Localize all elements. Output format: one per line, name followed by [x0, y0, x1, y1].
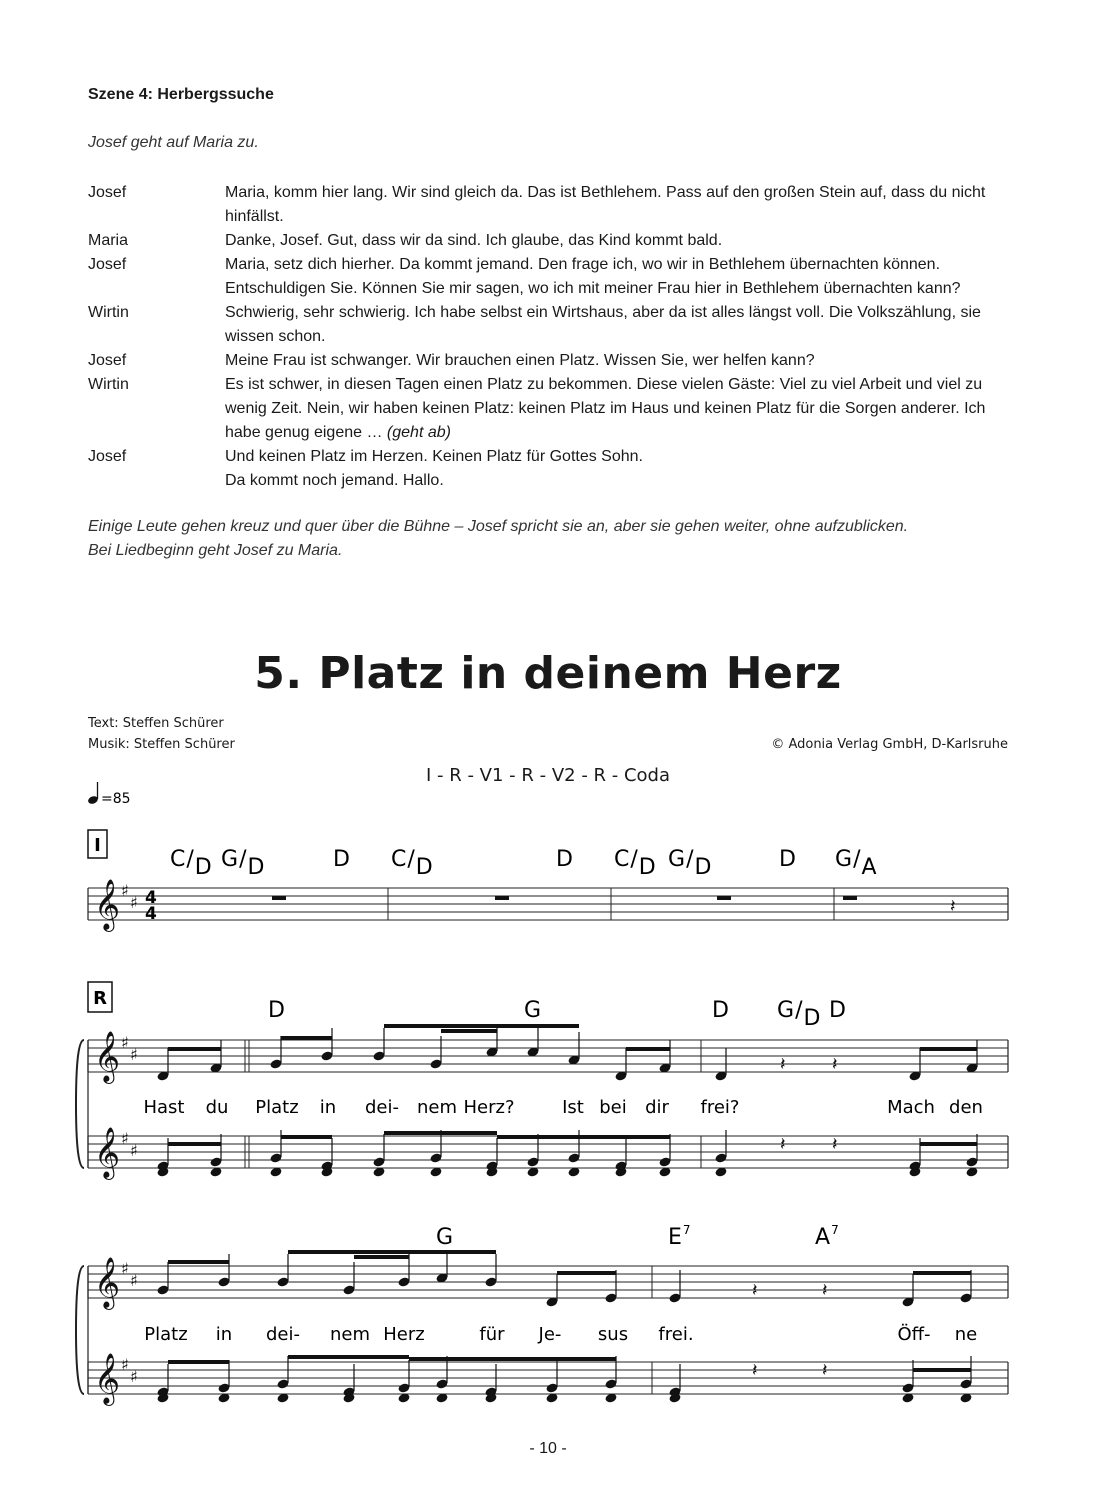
sharp: ♯: [130, 1271, 138, 1290]
sharp: ♯: [121, 1033, 129, 1052]
chord-symbol: D: [268, 998, 285, 1023]
lyric-syllable: Platz: [255, 1097, 299, 1118]
system-brace: [76, 1040, 84, 1168]
tempo-text: =85: [101, 791, 131, 807]
chord-slash: /: [239, 847, 247, 872]
lyric-syllable: frei?: [700, 1097, 740, 1118]
song-title: 5. Platz in deinem Herz: [254, 648, 842, 699]
treble-clef: 𝄞: [94, 1257, 121, 1308]
sharp: ♯: [130, 1045, 138, 1064]
chord-symbol: D: [333, 847, 350, 872]
chord-slash: /: [686, 847, 694, 872]
lyric-syllable: Herz: [383, 1324, 425, 1345]
lyric-syllable: bei: [599, 1097, 627, 1118]
lyric-syllable: Herz?: [463, 1097, 515, 1118]
time-signature-top: 4: [145, 888, 157, 908]
lyric-syllable: Öff-: [897, 1324, 931, 1345]
speaker: Wirtin: [88, 304, 129, 321]
speaker: Josef: [88, 184, 127, 201]
sharp: ♯: [121, 881, 129, 900]
lyric-syllable: den: [949, 1097, 983, 1118]
lyric-syllable: Ist: [562, 1097, 584, 1118]
rehearsal-mark-refrain: [88, 982, 112, 1012]
chord-extension: 7: [831, 1223, 839, 1237]
chord-symbol: C/D: [614, 847, 656, 880]
chord-symbol: C/D: [170, 847, 212, 880]
lyric-syllable: du: [205, 1097, 229, 1118]
quarter-rest: 𝄽: [822, 1360, 828, 1381]
system-brace: [76, 1266, 84, 1394]
whole-rest: [272, 896, 286, 900]
scene-title: Szene 4: Herbergssuche: [88, 86, 274, 103]
music-credit: Musik: Steffen Schürer: [88, 737, 235, 752]
quarter-rest: 𝄽: [780, 1134, 786, 1155]
quarter-rest: 𝄽: [752, 1280, 758, 1301]
lyrics: [143, 1097, 982, 1345]
dialogue-line: Danke, Josef. Gut, dass wir da sind. Ich glaube, das Kind kommt bald.: [225, 232, 723, 249]
lyric-syllable: Mach: [887, 1097, 935, 1118]
chord-symbol: D: [556, 847, 573, 872]
chord-symbol: G/A: [835, 847, 877, 880]
chord-slash: /: [795, 998, 803, 1023]
treble-clef: 𝄞: [94, 1353, 121, 1404]
rehearsal-mark-label: I: [94, 835, 101, 856]
sharp: ♯: [121, 1259, 129, 1278]
chord-symbol: C/D: [391, 847, 433, 880]
chord-bass: D: [247, 855, 265, 880]
chord-symbol: G/D: [777, 998, 821, 1031]
dialogue-line: Maria, setz dich hierher. Da kommt jemand. Den frage ich, wo wir in Bethlehem übernachten können. Entschuldigen Sie. Können Sie mir sagen, wo ich mit meiner Frau hier in Bethlehem übernachten kann?: [225, 256, 961, 297]
speaker: Maria: [88, 232, 129, 249]
chord-slash: /: [407, 847, 415, 872]
chord-bass: D: [194, 855, 212, 880]
copyright: © Adonia Verlag GmbH, D-Karlsruhe: [771, 737, 1008, 752]
chord-bass: D: [694, 855, 712, 880]
stage-direction: Einige Leute gehen kreuz und quer über die Bühne – Josef spricht sie an, aber sie gehen weiter, ohne aufzublicken.: [88, 518, 909, 535]
dialogue-text: Da kommt noch jemand. Hallo.: [225, 472, 444, 489]
chord-symbol: G/D: [668, 847, 712, 880]
lyric-syllable: in: [319, 1097, 337, 1118]
sharp: ♯: [121, 1129, 129, 1148]
chord-symbol: D: [829, 998, 846, 1023]
treble-clef: 𝄞: [94, 1031, 121, 1082]
dialogue-line: Meine Frau ist schwanger. Wir brauchen einen Platz. Wissen Sie, wer helfen kann?: [225, 352, 815, 369]
dialogue-line: Schwierig, sehr schwierig. Ich habe selbst ein Wirtshaus, aber da ist alles längst voll. Die Volkszählung, sie wissen schon.: [225, 304, 981, 345]
quarter-rest: 𝄽: [822, 1280, 828, 1301]
chord-bass: D: [638, 855, 656, 880]
stage-direction: Bei Liedbeginn geht Josef zu Maria.: [88, 542, 343, 559]
whole-rest: [495, 896, 509, 900]
chord-symbol: D: [779, 847, 796, 872]
chord-slash: /: [630, 847, 638, 872]
dialogue-line: Maria, komm hier lang. Wir sind gleich da. Das ist Bethlehem. Pass auf den großen Stein auf, dass du nicht hinfällst.: [225, 184, 986, 225]
speaker: Josef: [88, 352, 127, 369]
chord-symbol: G: [524, 998, 542, 1023]
lyric-syllable: dei-: [365, 1097, 399, 1118]
quarter-rest: 𝄽: [832, 1134, 838, 1155]
lyric-syllable: dir: [645, 1097, 669, 1118]
page-number: - 10 -: [529, 1440, 567, 1457]
chord-bass: D: [415, 855, 433, 880]
sharp: ♯: [130, 893, 138, 912]
lyric-syllable: nem: [416, 1097, 458, 1118]
chord-symbol: $A^7$: [815, 1223, 839, 1250]
lyric-syllable: sus: [597, 1324, 629, 1345]
chord-bass: A: [861, 855, 877, 880]
chord-bass: D: [803, 1006, 821, 1031]
chord-slash: /: [186, 847, 194, 872]
treble-clef: 𝄞: [94, 1127, 121, 1178]
whole-rest: [843, 896, 857, 900]
dialogue-text: Und keinen Platz im Herzen. Keinen Platz für Gottes Sohn.: [225, 448, 643, 465]
sharp: ♯: [130, 1141, 138, 1160]
lyric-syllable: Hast: [143, 1097, 185, 1118]
sharp: ♯: [130, 1367, 138, 1386]
stage-direction: Josef geht auf Maria zu.: [88, 134, 259, 151]
dialogue-text: Es ist schwer, in diesen Tagen einen Platz zu bekommen. Diese vielen Gäste: Viel zu viel Arbeit und viel zu wenig Zeit. Nein, wir haben keinen Platz: keinen Platz im Haus und keinen Platz für die Sorgen anderer. Ich habe genug eigene …: [225, 376, 986, 441]
speaker: Josef: [88, 448, 127, 465]
song-form: I - R - V1 - R - V2 - R - Coda: [425, 765, 671, 786]
lyric-syllable: ne: [954, 1324, 978, 1345]
treble-clef: 𝄞: [94, 879, 121, 930]
rehearsal-mark-label: R: [93, 988, 107, 1009]
chord-slash: /: [853, 847, 861, 872]
quarter-rest: 𝄽: [780, 1054, 786, 1075]
stage-aside: (geht ab): [386, 424, 451, 441]
whole-rest: [717, 896, 731, 900]
rehearsal-mark-intro: [88, 830, 107, 858]
lyric-syllable: nem: [329, 1324, 371, 1345]
lyric-syllable: in: [215, 1324, 233, 1345]
lyric-syllable: dei-: [266, 1324, 300, 1345]
quarter-rest: 𝄽: [950, 896, 956, 917]
chord-symbol: D: [712, 998, 729, 1023]
quarter-rest: 𝄽: [752, 1360, 758, 1381]
chord-extension: 7: [682, 1223, 691, 1237]
chord-symbol: G/D: [221, 847, 265, 880]
chord-symbol: G: [436, 1225, 454, 1250]
lyric-syllable: Je-: [538, 1324, 562, 1345]
chord-symbol: $E^7$: [668, 1223, 691, 1250]
quarter-rest: 𝄽: [832, 1054, 838, 1075]
lyric-syllable: Platz: [144, 1324, 188, 1345]
speaker: Josef: [88, 256, 127, 273]
time-signature-bottom: 4: [145, 904, 157, 924]
sharp: ♯: [121, 1355, 129, 1374]
text-credit: Text: Steffen Schürer: [88, 716, 224, 731]
lyric-syllable: frei.: [658, 1324, 694, 1345]
speaker: Wirtin: [88, 376, 129, 393]
lyric-syllable: für: [479, 1324, 505, 1345]
tempo-marking: [87, 782, 130, 807]
